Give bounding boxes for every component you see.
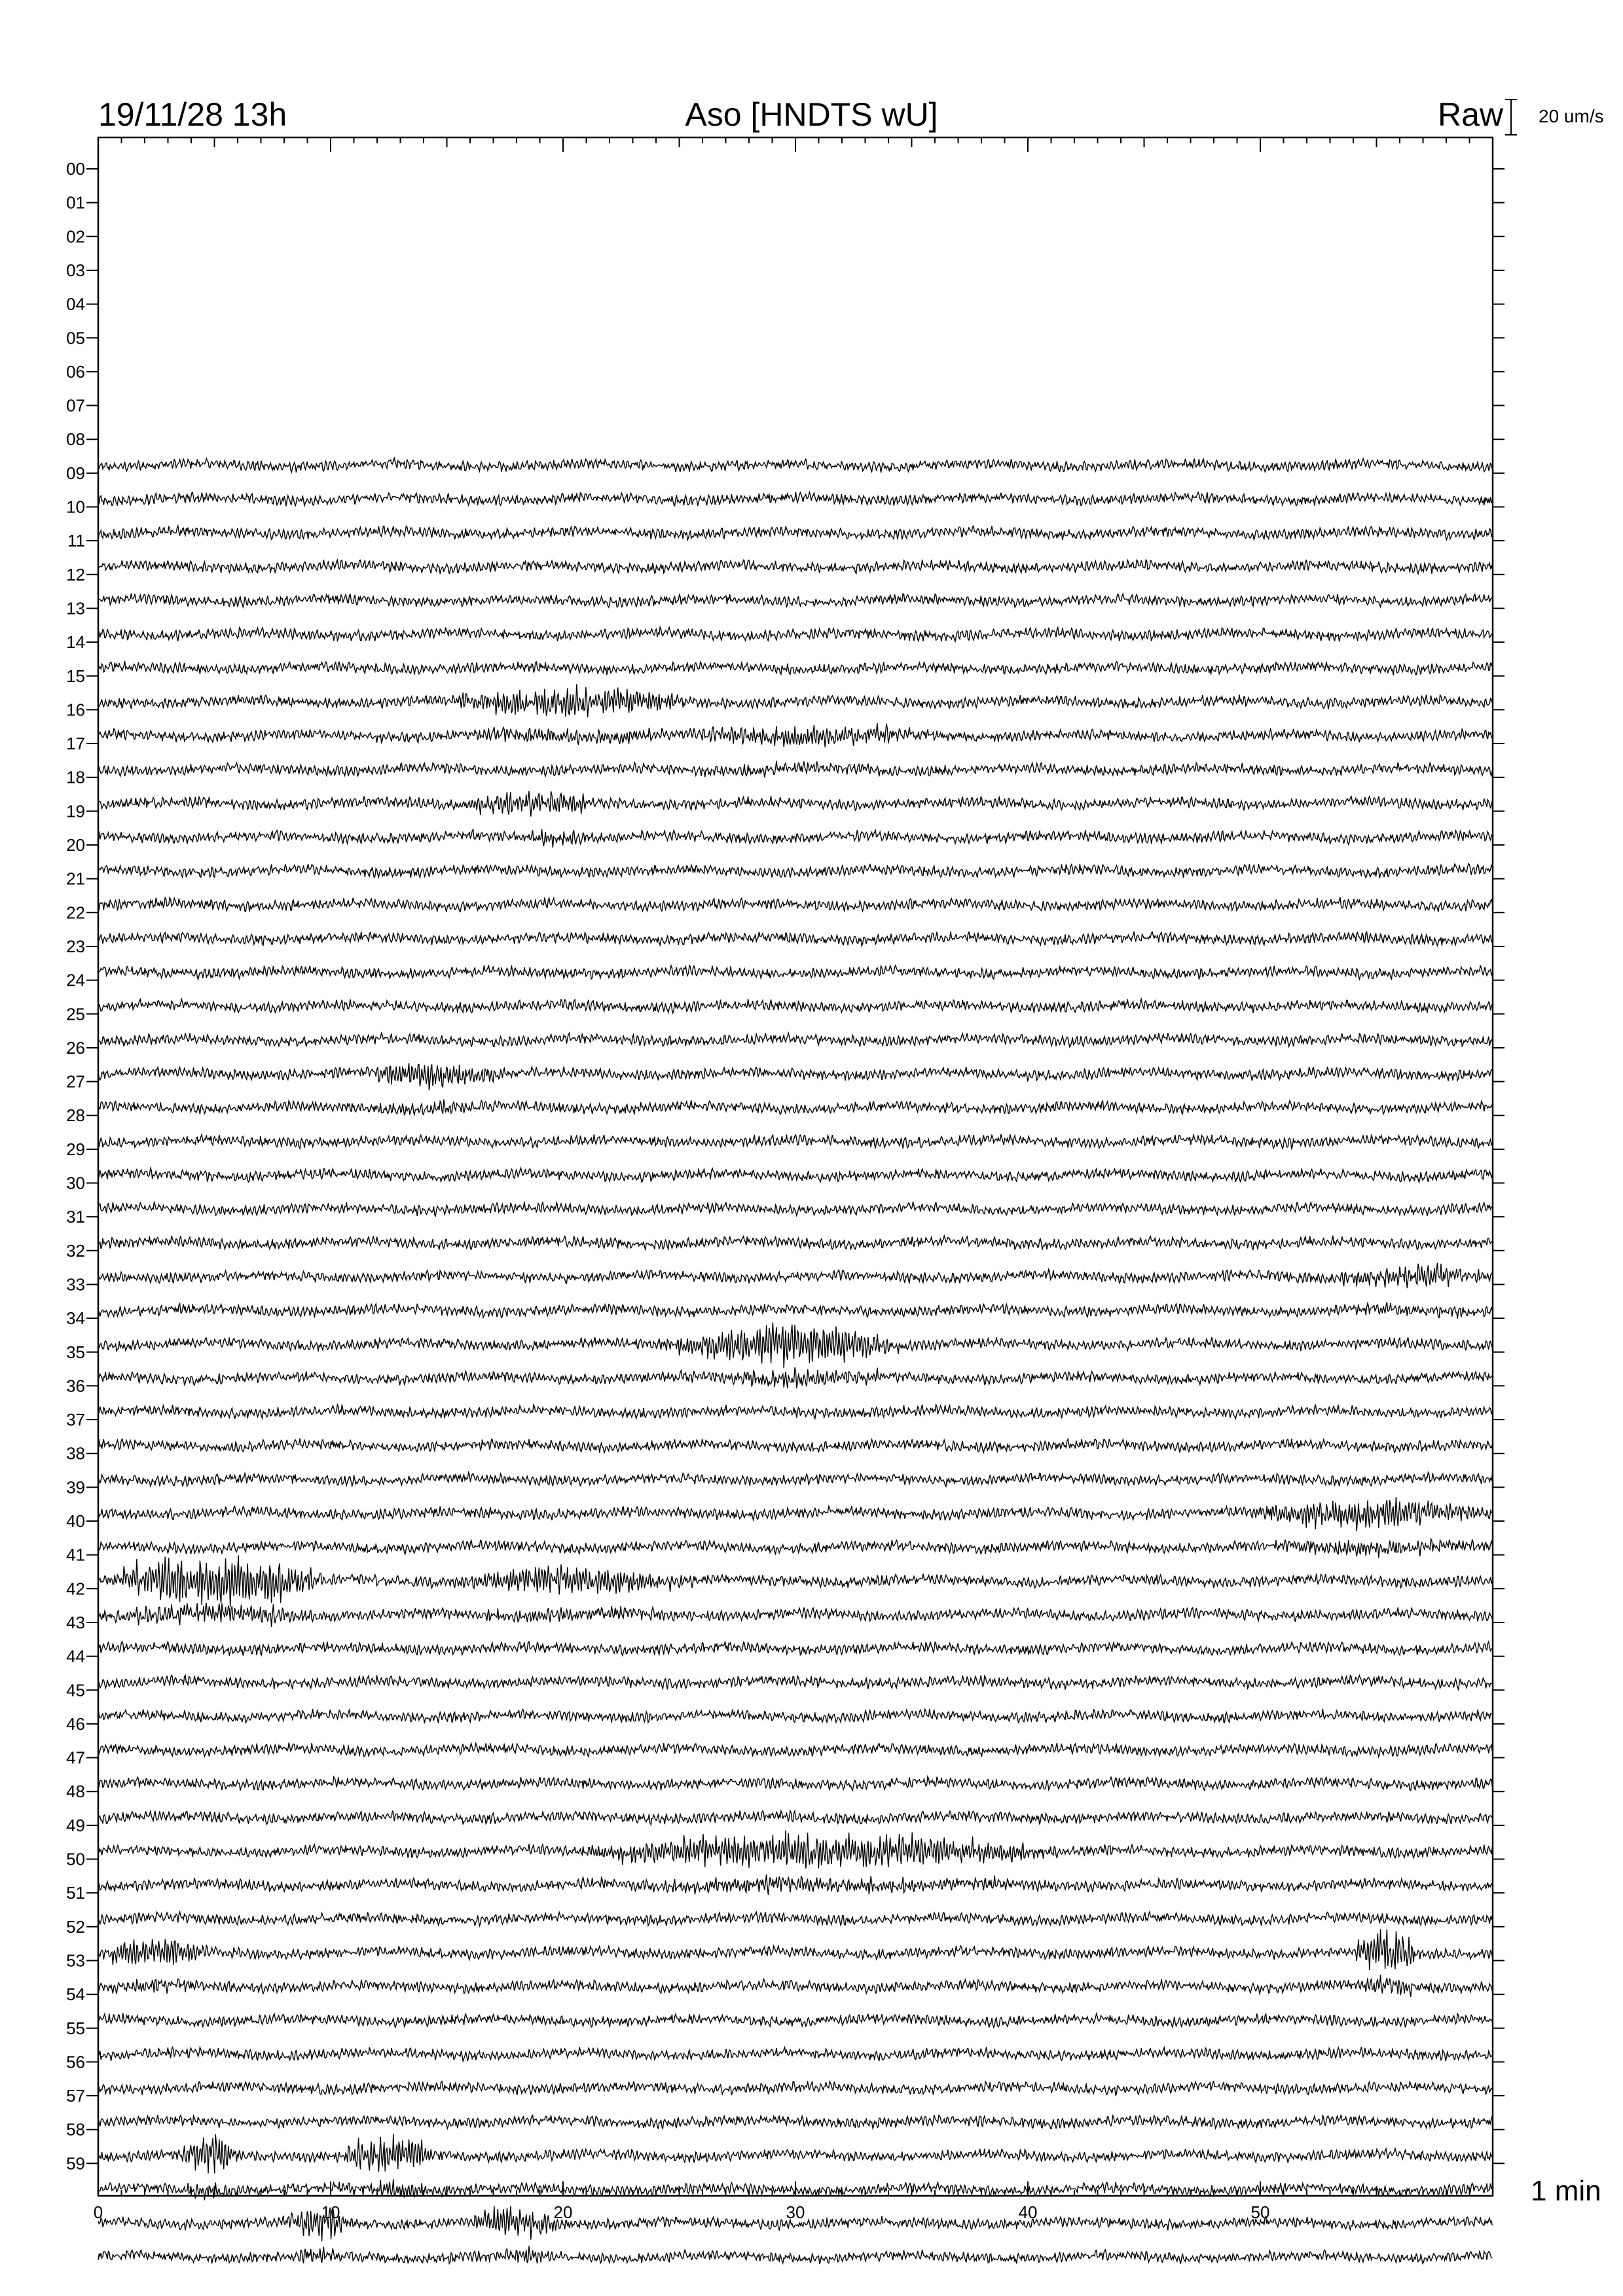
seismic-trace — [98, 2115, 1492, 2129]
seismic-trace — [98, 999, 1492, 1013]
row-label: 35 — [66, 1342, 85, 1362]
row-label: 30 — [66, 1173, 85, 1193]
row-label: 56 — [66, 2052, 85, 2072]
seismic-trace — [98, 1929, 1492, 1970]
row-label: 02 — [66, 226, 85, 247]
seismic-trace — [98, 458, 1492, 473]
row-label: 24 — [66, 970, 85, 990]
seismic-trace — [98, 1975, 1492, 1997]
row-label: 59 — [66, 2153, 85, 2174]
row-label: 49 — [66, 1815, 85, 1835]
row-label: 44 — [66, 1646, 85, 1666]
seismic-trace — [98, 1263, 1492, 1288]
row-label: 08 — [66, 429, 85, 450]
x-tick-label: 0 — [93, 2202, 103, 2222]
seismic-trace — [98, 1831, 1492, 1869]
row-label: 21 — [66, 869, 85, 889]
seismic-trace — [98, 829, 1492, 848]
seismic-trace — [98, 1302, 1492, 1319]
row-label: 27 — [66, 1071, 85, 1092]
seismic-trace — [98, 627, 1492, 641]
seismic-trace — [98, 684, 1492, 717]
row-label: 10 — [66, 497, 85, 517]
row-label: 26 — [66, 1037, 85, 1058]
x-tick-label: 20 — [553, 2202, 573, 2222]
row-label: 36 — [66, 1376, 85, 1396]
x-tick-label: 40 — [1018, 2202, 1038, 2222]
x-tick-label: 30 — [786, 2202, 805, 2222]
seismic-trace — [98, 1405, 1492, 1419]
seismic-trace — [98, 2047, 1492, 2062]
row-label: 51 — [66, 1883, 85, 1903]
seismic-trace — [98, 2081, 1492, 2095]
date-hour-label: 19/11/28 13h — [98, 96, 287, 133]
row-label: 23 — [66, 936, 85, 956]
seismic-trace — [98, 594, 1492, 607]
row-label: 54 — [66, 1984, 85, 2005]
seismic-trace — [98, 965, 1492, 980]
row-label: 18 — [66, 767, 85, 787]
row-label: 16 — [66, 700, 85, 720]
x-axis-unit-label: 1 min — [1531, 2175, 1601, 2207]
seismic-trace — [98, 1100, 1492, 1115]
seismic-trace — [98, 1641, 1492, 1656]
seismic-trace — [98, 1709, 1492, 1723]
row-label: 19 — [66, 801, 85, 821]
row-label: 04 — [66, 294, 85, 314]
row-label: 39 — [66, 1477, 85, 1498]
row-label: 13 — [66, 598, 85, 619]
seismic-trace — [98, 1539, 1492, 1558]
seismic-trace — [98, 1497, 1492, 1531]
seismic-trace — [98, 560, 1492, 574]
seismic-trace — [98, 1134, 1492, 1149]
row-label: 48 — [66, 1782, 85, 1802]
seismic-trace — [98, 1555, 1492, 1607]
row-label: 50 — [66, 1849, 85, 1869]
row-label: 00 — [66, 159, 85, 179]
seismic-trace — [98, 661, 1492, 675]
row-label: 06 — [66, 361, 85, 382]
seismic-trace — [98, 761, 1492, 778]
seismic-trace — [98, 2013, 1492, 2028]
seismic-trace — [98, 1236, 1492, 1250]
seismic-trace — [98, 791, 1492, 817]
row-label: 14 — [66, 632, 85, 653]
row-label: 41 — [66, 1545, 85, 1565]
seismic-trace — [98, 1033, 1492, 1047]
seismic-trace — [98, 1202, 1492, 1216]
row-label: 47 — [66, 1748, 85, 1768]
row-label: 34 — [66, 1308, 85, 1329]
seismic-trace — [98, 1874, 1492, 1895]
seismic-trace — [98, 2134, 1492, 2174]
row-label: 32 — [66, 1240, 85, 1261]
seismic-trace — [98, 1168, 1492, 1182]
seismic-trace — [98, 864, 1492, 878]
row-label: 09 — [66, 463, 85, 483]
seismic-trace — [98, 1367, 1492, 1388]
seismic-trace — [98, 2246, 1492, 2264]
seismic-trace — [98, 1810, 1492, 1825]
mode-label: Raw — [1437, 96, 1503, 133]
row-label: 28 — [66, 1105, 85, 1126]
row-label: 12 — [66, 564, 85, 584]
row-label: 01 — [66, 192, 85, 213]
station-title: Aso [HNDTS wU] — [685, 96, 938, 133]
row-label: 43 — [66, 1612, 85, 1632]
row-label: 11 — [67, 531, 85, 551]
row-label: 46 — [66, 1713, 85, 1734]
seismic-trace — [98, 1675, 1492, 1689]
seismic-trace — [98, 492, 1492, 506]
row-label: 53 — [66, 1950, 85, 1971]
row-label: 05 — [66, 328, 85, 348]
row-label: 58 — [66, 2119, 85, 2140]
seismic-trace — [98, 1603, 1492, 1627]
seismic-trace — [98, 897, 1492, 912]
row-label: 07 — [66, 395, 85, 416]
row-label: 37 — [66, 1410, 85, 1430]
seismic-trace — [98, 1063, 1492, 1090]
seismic-trace — [98, 526, 1492, 540]
row-label: 22 — [66, 903, 85, 923]
row-label: 33 — [66, 1274, 85, 1295]
seismic-trace — [98, 1439, 1492, 1453]
row-label: 29 — [66, 1139, 85, 1159]
row-label: 55 — [66, 2018, 85, 2038]
row-label: 52 — [66, 1916, 85, 1937]
seismic-trace — [98, 1776, 1492, 1790]
row-label: 38 — [66, 1443, 85, 1463]
x-tick-label: 10 — [321, 2202, 340, 2222]
row-label: 57 — [66, 2086, 85, 2106]
row-label: 25 — [66, 1004, 85, 1024]
row-label: 20 — [66, 835, 85, 855]
row-label: 40 — [66, 1511, 85, 1531]
seismic-trace — [98, 931, 1492, 946]
row-label: 31 — [66, 1207, 85, 1227]
row-label: 03 — [66, 260, 85, 280]
row-label: 45 — [66, 1680, 85, 1700]
seismic-trace — [98, 1473, 1492, 1487]
amplitude-scale-label: 20 um/s — [1539, 106, 1604, 126]
row-label: 42 — [66, 1579, 85, 1599]
seismic-trace — [98, 1323, 1492, 1369]
row-label: 17 — [66, 734, 85, 754]
seismic-trace — [98, 723, 1492, 747]
x-tick-label: 50 — [1250, 2202, 1270, 2222]
seismic-trace — [98, 1743, 1492, 1757]
seismic-trace — [98, 1912, 1492, 1926]
row-label: 15 — [66, 666, 85, 686]
